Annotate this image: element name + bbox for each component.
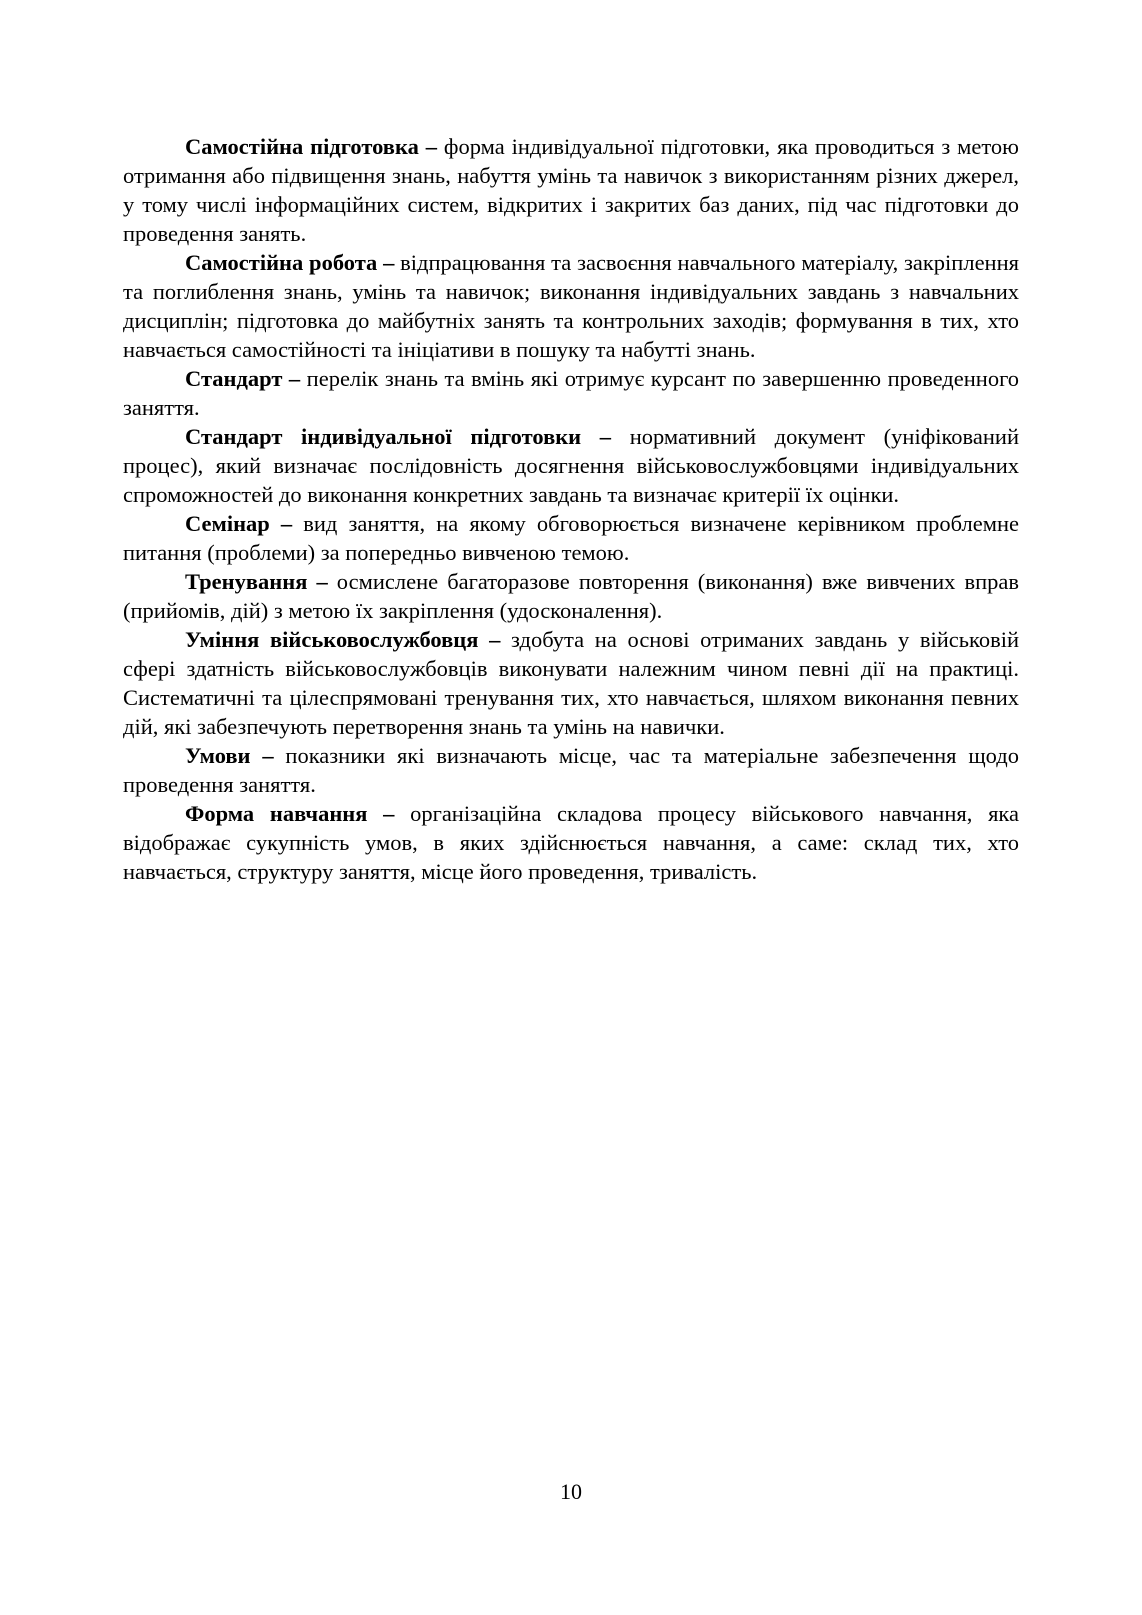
glossary-term: Уміння військовослужбовця –	[185, 627, 501, 652]
glossary-paragraph	[123, 132, 1019, 248]
glossary-term: Форма навчання –	[185, 801, 395, 826]
glossary-term: Стандарт –	[185, 366, 301, 391]
glossary-paragraph	[123, 422, 1019, 509]
glossary-definition: здобута на основі отриманих завдань у військовій сфері здатність військовослужбовців виконувати належним чином певні дії на практиці. Систематичні та цілеспрямовані тренування тих, хто навчається, шляхом виконання певних дій, які забезпечують перетворення знань та умінь на навички.	[123, 627, 1019, 739]
glossary-definition: відпрацювання та засвоєння навчального матеріалу, закріплення та поглиблення знань, умінь та навичок; виконання індивідуальних завдань з навчальних дисциплін; підготовка до майбутніх занять та контрольних заходів; формування в тих, хто навчається самостійності та ініціативи в пошуку та набутті знань.	[123, 250, 1019, 362]
glossary-term: Самостійна робота –	[185, 250, 395, 275]
glossary-paragraph	[123, 799, 1019, 886]
glossary-definition: форма індивідуальної підготовки, яка проводиться з метою отримання або підвищення знань, набуття умінь та навичок з використанням різних джерел, у тому числі інформаційних систем, відкритих і закритих баз даних, під час підготовки до проведення занять.	[123, 134, 1019, 246]
glossary-term: Стандарт індивідуальної підготовки –	[185, 424, 612, 449]
glossary-definition: організаційна складова процесу військового навчання, яка відображає сукупність умов, в яких здійснюється навчання, а саме: склад тих, хто навчається, структуру заняття, місце його проведення, тривалість.	[123, 801, 1019, 884]
glossary-term: Тренування –	[185, 569, 328, 594]
glossary-definition: вид заняття, на якому обговорюється визначене керівником проблемне питання (проблеми) за попередньо вивченою темою.	[123, 511, 1019, 565]
glossary-definition: показники які визначають місце, час та матеріальне забезпечення щодо проведення заняття.	[123, 743, 1019, 797]
glossary-definition: осмислене багаторазове повторення (виконання) вже вивчених вправ (прийомів, дій) з метою їх закріплення (удосконалення).	[123, 569, 1019, 623]
glossary-paragraph	[123, 509, 1019, 567]
glossary-text-block	[123, 132, 1019, 886]
glossary-definition: перелік знань та вмінь які отримує курсант по завершенню проведенного заняття.	[123, 366, 1019, 420]
glossary-paragraph	[123, 567, 1019, 625]
glossary-paragraph	[123, 741, 1019, 799]
glossary-term: Семінар –	[185, 511, 293, 536]
glossary-paragraph	[123, 364, 1019, 422]
glossary-term: Умови –	[185, 743, 274, 768]
glossary-definition: нормативний документ (уніфікований процес), який визначає послідовність досягнення військовослужбовцями індивідуальних спроможностей до виконання конкретних завдань та визначає критерії їх оцінки.	[123, 424, 1019, 507]
page-number: 10	[560, 1479, 582, 1504]
glossary-paragraph	[123, 625, 1019, 741]
glossary-paragraph	[123, 248, 1019, 364]
glossary-term: Самостійна підготовка –	[185, 134, 437, 159]
